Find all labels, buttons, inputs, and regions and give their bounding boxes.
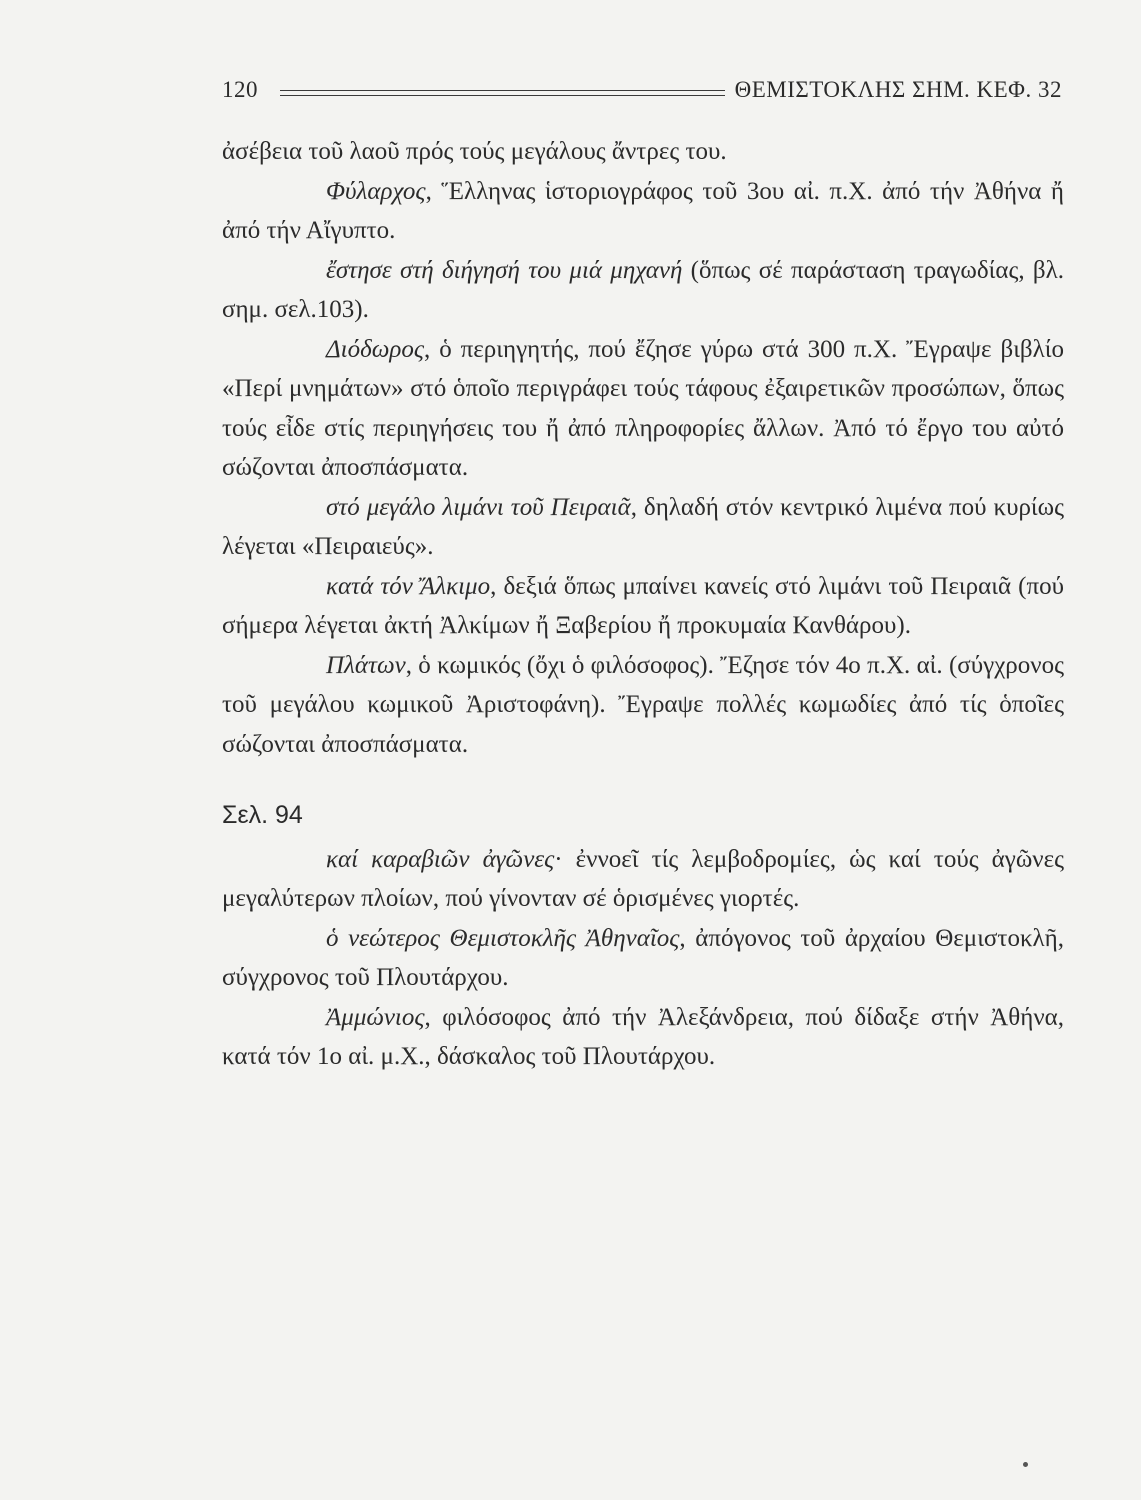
note-lemma: ἔστησε στή διήγησή του μιά μηχανή	[326, 256, 683, 284]
note-text: , ὁ περιηγητής, πού ἔζησε γύρω στά 300 π.Χ. Ἔγραψε βιβλίο «Περί μνημάτων» στό ὁποῖο περιγράφει τούς τάφους ἐξαιρετικῶν προσώπων, ὅπως τούς εἶδε στίς περιηγήσεις του ἤ ἀπό πληροφορίες ἄλλων. Ἀπό τό ἔργο του αὐτό σώζονται ἀποσπάσματα.	[222, 335, 1064, 481]
note-text: , Ἕλληνας ἱστοριογράφος τοῦ 3ου αἰ. π.Χ. ἀπό τήν Ἀθήνα ἤ ἀπό τήν Αἴγυπτο.	[222, 177, 1064, 244]
note-lemma: Διόδωρος	[326, 335, 425, 363]
note-lemma: ὁ νεώτερος Θεμιστοκλῆς Ἀθηναῖος	[326, 924, 680, 952]
note-text: , δηλαδή στόν κεντρικό λιμένα πού κυρίως λέγεται «Πειραιεύς».	[222, 493, 1065, 560]
note-text: , ἀπόγονος τοῦ ἀρχαίου Θεμιστοκλῆ, σύγχρονος τοῦ Πλουτάρχου.	[222, 924, 1064, 991]
page-number: 120	[222, 77, 258, 102]
note-paragraph	[222, 488, 1064, 567]
note-lemma: κατά τόν Ἄλκιμο	[326, 572, 491, 600]
note-text: (ὅπως σέ παράσταση τραγωδίας, βλ. σημ. σελ.103).	[222, 256, 1064, 323]
note-paragraph	[222, 330, 1064, 488]
note-lemma: Ἀμμώνιος	[326, 1003, 425, 1031]
note-paragraph	[222, 567, 1064, 646]
running-title: ΘΕΜΙΣΤΟΚΛΗΣ ΣΗΜ. ΚΕΦ. 32	[734, 77, 1062, 102]
note-paragraph	[222, 132, 1064, 172]
note-paragraph	[222, 251, 1064, 330]
note-text: ἀσέβεια τοῦ λαοῦ πρός τούς μεγάλους ἄντρες του.	[222, 138, 727, 165]
body-text	[222, 132, 1064, 1077]
note-text: , δεξιά ὅπως μπαίνει κανείς στό λιμάνι τοῦ Πειραιᾶ (πού σήμερα λέγεται ἀκτή Ἀλκίμων ἤ Ξαβερίου ἤ προκυμαία Κανθάρου).	[222, 572, 1064, 639]
ink-speck	[1023, 1462, 1028, 1467]
note-paragraph	[222, 840, 1064, 919]
note-paragraph	[222, 998, 1064, 1077]
note-lemma: καί καραβιῶν ἀγῶνες	[326, 845, 555, 873]
note-lemma: Φύλαρχος	[326, 177, 426, 205]
header-double-rule	[280, 90, 725, 96]
section-heading: Σελ. 94	[222, 801, 303, 829]
note-text: , φιλόσοφος ἀπό τήν Ἀλεξάνδρεια, πού δίδαξε στήν Ἀθήνα, κατά τόν 1ο αἰ. μ.Χ., δάσκαλος τοῦ Πλουτάρχου.	[222, 1003, 1064, 1070]
note-paragraph	[222, 919, 1064, 998]
running-head	[222, 70, 1062, 110]
note-lemma: στό μεγάλο λιμάνι τοῦ Πειραιᾶ	[326, 493, 631, 521]
note-paragraph	[222, 646, 1064, 765]
note-lemma: Πλάτων	[326, 651, 406, 679]
note-paragraph	[222, 172, 1064, 251]
note-text: · ἐννοεῖ τίς λεμβοδρομίες, ὡς καί τούς ἀγῶνες μεγαλύτερων πλοίων, πού γίνονταν σέ ὁρισμένες γιορτές.	[222, 845, 1064, 912]
note-text: , ὁ κωμικός (ὄχι ὁ φιλόσοφος). Ἔζησε τόν 4ο π.Χ. αἰ. (σύγχρονος τοῦ μεγάλου κωμικοῦ Ἀριστοφάνη). Ἔγραψε πολλές κωμωδίες ἀπό τίς ὁποῖες σώζονται ἀποσπάσματα.	[222, 651, 1064, 758]
